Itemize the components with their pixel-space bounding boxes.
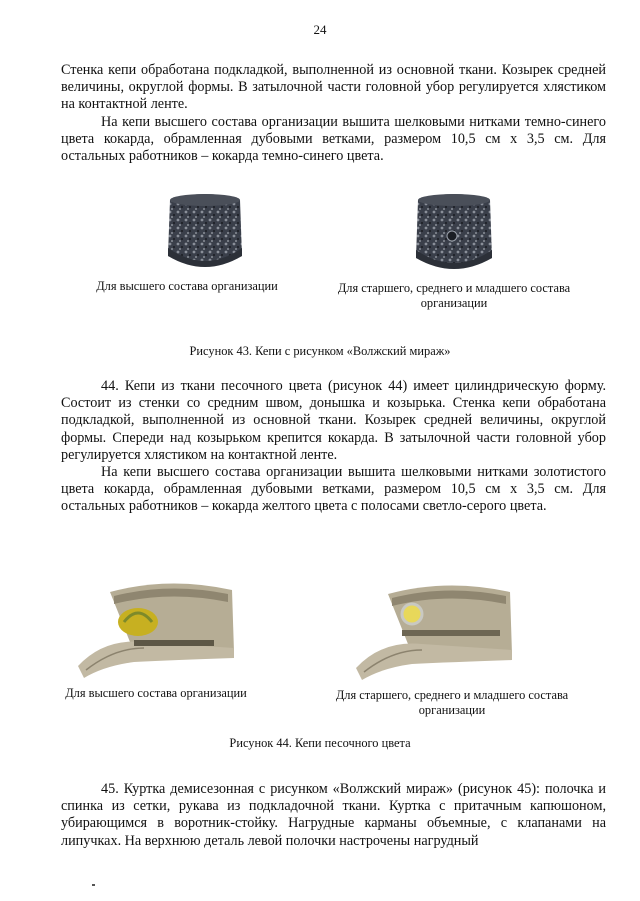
paragraph-cockade-blue: На кепи высшего состава организации вышита шелковыми нитками темно-синего цвета кокарда, обрамленная дубовыми ветками, размером 10,5 см х 3,5 см. Для остальных работников – кокарда темно-синего цвета. bbox=[61, 114, 606, 165]
fig43-caption-left: Для высшего состава организации bbox=[96, 279, 278, 293]
camo-cap-junior-image bbox=[408, 186, 500, 278]
paragraph-sand-cap: 44. Кепи из ткани песочного цвета (рисунок 44) имеет цилиндрическую форму. Состоит из стенки со средним швом, донышка и козырька. Стенка кепи обработана подкладкой, выполненной из основной ткани. Козырек средней величины, округлой формы. Спереди над козырьком крепится кокарда. В затылочной части головной убор регулируется хлястиком на контактной ленте. bbox=[61, 378, 606, 463]
fig43-caption-right: Для старшего, среднего и младшего состава организации bbox=[337, 281, 571, 310]
fig44-title: Рисунок 44. Кепи песочного цвета bbox=[229, 736, 411, 750]
paragraph-cap-lining: Стенка кепи обработана подкладкой, выполненной из основной ткани. Козырек средней величины, округлой формы. В затылочной части головной убор регулируется хлястиком на контактной ленте. bbox=[61, 62, 606, 113]
paragraph-cockade-gold: На кепи высшего состава организации вышита шелковыми нитками золотистого цвета кокарда, обрамленная дубовыми ветками, размером 10,5 см х 3,5 см. Для остальных работников – кокарда желтого цвета с полосами светло-серого цвета. bbox=[61, 464, 606, 515]
paragraph-jacket: 45. Куртка демисезонная с рисунком «Волжский мираж» (рисунок 45): полочка и спинка из сетки, рукава из подкладочной ткани. Куртка с притачным капюшоном, убирающимся в воротник-стойку. Нагрудные карманы объемные, с клапанами на липучках. На верхнюю деталь левой полочки настрочены нагрудный bbox=[61, 781, 606, 849]
fig44-caption-right: Для старшего, среднего и младшего состава организации bbox=[335, 688, 569, 717]
page-number: 24 bbox=[313, 22, 327, 37]
camo-cap-senior-image bbox=[160, 186, 250, 276]
sand-cap-senior-image bbox=[74, 574, 244, 682]
scan-speck bbox=[92, 884, 95, 886]
fig44-caption-left: Для высшего состава организации bbox=[65, 686, 247, 700]
sand-cap-junior-image bbox=[352, 576, 522, 684]
fig43-title: Рисунок 43. Кепи с рисунком «Волжский мираж» bbox=[189, 344, 451, 358]
